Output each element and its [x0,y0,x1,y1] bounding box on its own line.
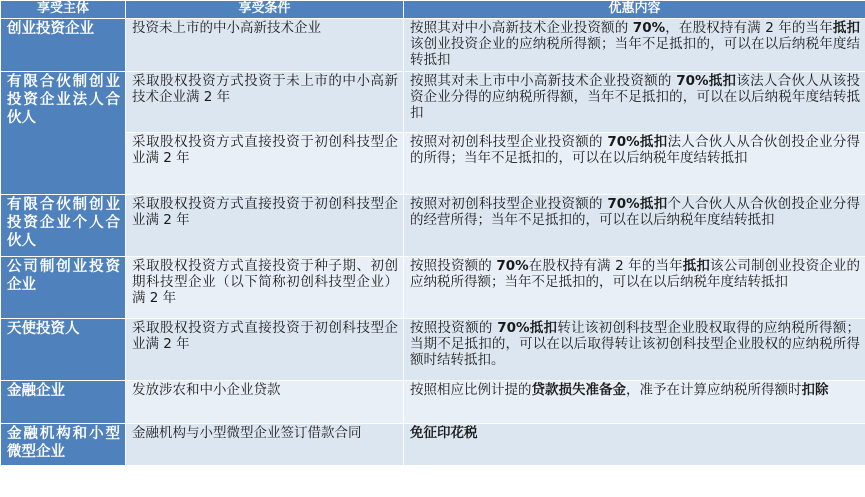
subject-cell: 创业投资企业 [1,19,126,72]
subject-cell: 有限合伙制创业投资企业法人合伙人 [1,72,126,195]
benefit-text: 按照对初创科技型企业投资额的 [410,196,608,212]
benefit-cell [404,381,865,424]
benefit-text: ，准予在计算应纳税所得额时 [626,382,802,398]
benefit-text: 个人合伙人从合伙创投企业分得的经营所得；当年不足抵扣的，可以在以后纳税年度结转抵扣 [410,196,860,228]
benefit-text: 按照相应比例计提的 [410,382,532,398]
subject-cell: 金融企业 [1,381,126,424]
emphasis-text: 70%抵扣 [607,196,668,212]
condition-cell: 投资未上市的中小高新技术企业 [126,19,404,72]
table-row [1,19,865,72]
condition-cell: 金融机构与小型微型企业签订借款合同 [126,424,404,466]
emphasis-text: 70% [496,258,529,274]
benefit-text: 在股权持有满 2 年的当年 [528,258,683,274]
emphasis-text: 70%抵扣 [497,320,558,336]
table-row [1,424,865,466]
benefit-text: 该法人合伙人从该投资企业分得的应纳税所得额，当年不足抵扣的，可以在以后纳税年度结转抵扣 [410,73,860,121]
table-body [1,19,865,466]
table-header [1,1,865,19]
table-row [1,195,865,257]
header-row [1,1,865,19]
emphasis-text: 贷款损失准备金 [531,382,626,398]
subject-cell: 有限合伙制创业投资企业个人合伙人 [1,195,126,257]
benefit-cell [404,19,865,72]
benefit-text: 按照其对未上市中小高新技术企业投资额的 [410,73,677,89]
emphasis-text: 70%抵扣 [676,73,737,89]
condition-cell: 采取股权投资方式直接投资于初创科技型企业满 2 年 [126,133,404,195]
benefit-text: 该公司制创业投资企业的应纳税所得额；当年不足抵扣的，可以在以后纳税年度结转抵扣 [410,258,861,290]
header-subject: 享受主体 [1,1,126,19]
subject-cell: 天使投资人 [1,319,126,381]
benefit-text: ，在股权持有满 2 年的当年 [665,20,833,36]
subject-cell: 公司制创业投资企业 [1,257,126,319]
condition-cell: 采取股权投资方式直接投资于种子期、初创期科技型企业（以下简称初创科技型企业）满 2 年 [126,257,404,319]
emphasis-text: 扣除 [801,382,829,398]
benefit-text: 该创业投资企业的应纳税所得额；当年不足抵扣的，可以在以后纳税年度结转抵扣 [410,36,860,68]
table-row [1,381,865,424]
benefit-cell [404,257,865,319]
header-benefit: 优惠内容 [404,1,865,19]
table-row [1,72,865,133]
benefit-cell [404,319,865,381]
benefit-cell [404,424,865,466]
emphasis-text: 70% [632,20,666,36]
subject-cell: 金融机构和小型微型企业 [1,424,126,466]
condition-cell: 采取股权投资方式投资于未上市的中小高新技术企业满 2 年 [126,72,404,133]
benefit-text: 转让该初创科技型企业股权取得的应纳税所得额；当期不足抵扣的，可以在以后取得转让该初创科技型企业股权的应纳税所得额时结转抵扣。 [410,320,860,368]
condition-cell: 发放涉农和中小企业贷款 [126,381,404,424]
benefit-text: 按照投资额的 [410,320,498,336]
emphasis-text: 70%抵扣 [607,134,668,150]
table-row [1,319,865,381]
table-row [1,133,865,195]
benefit-text: 法人合伙人从合伙创投企业分得的所得；当年不足抵扣的，可以在以后纳税年度结转抵扣 [410,134,860,166]
condition-cell: 采取股权投资方式直接投资于初创科技型企业满 2 年 [126,319,404,381]
emphasis-text: 抵扣 [682,258,711,274]
benefit-cell [404,72,865,133]
condition-cell: 采取股权投资方式直接投资于初创科技型企业满 2 年 [126,195,404,257]
header-condition: 享受条件 [126,1,404,19]
benefit-text: 按照其对中小高新技术企业投资额的 [410,20,633,36]
benefit-text: 按照对初创科技型企业投资额的 [410,134,608,150]
benefit-cell [404,133,865,195]
benefit-cell [404,195,865,257]
emphasis-text: 抵扣 [832,20,861,36]
emphasis-text: 免征印花税 [410,425,478,441]
table-row [1,257,865,319]
benefit-text: 按照投资额的 [410,258,497,274]
